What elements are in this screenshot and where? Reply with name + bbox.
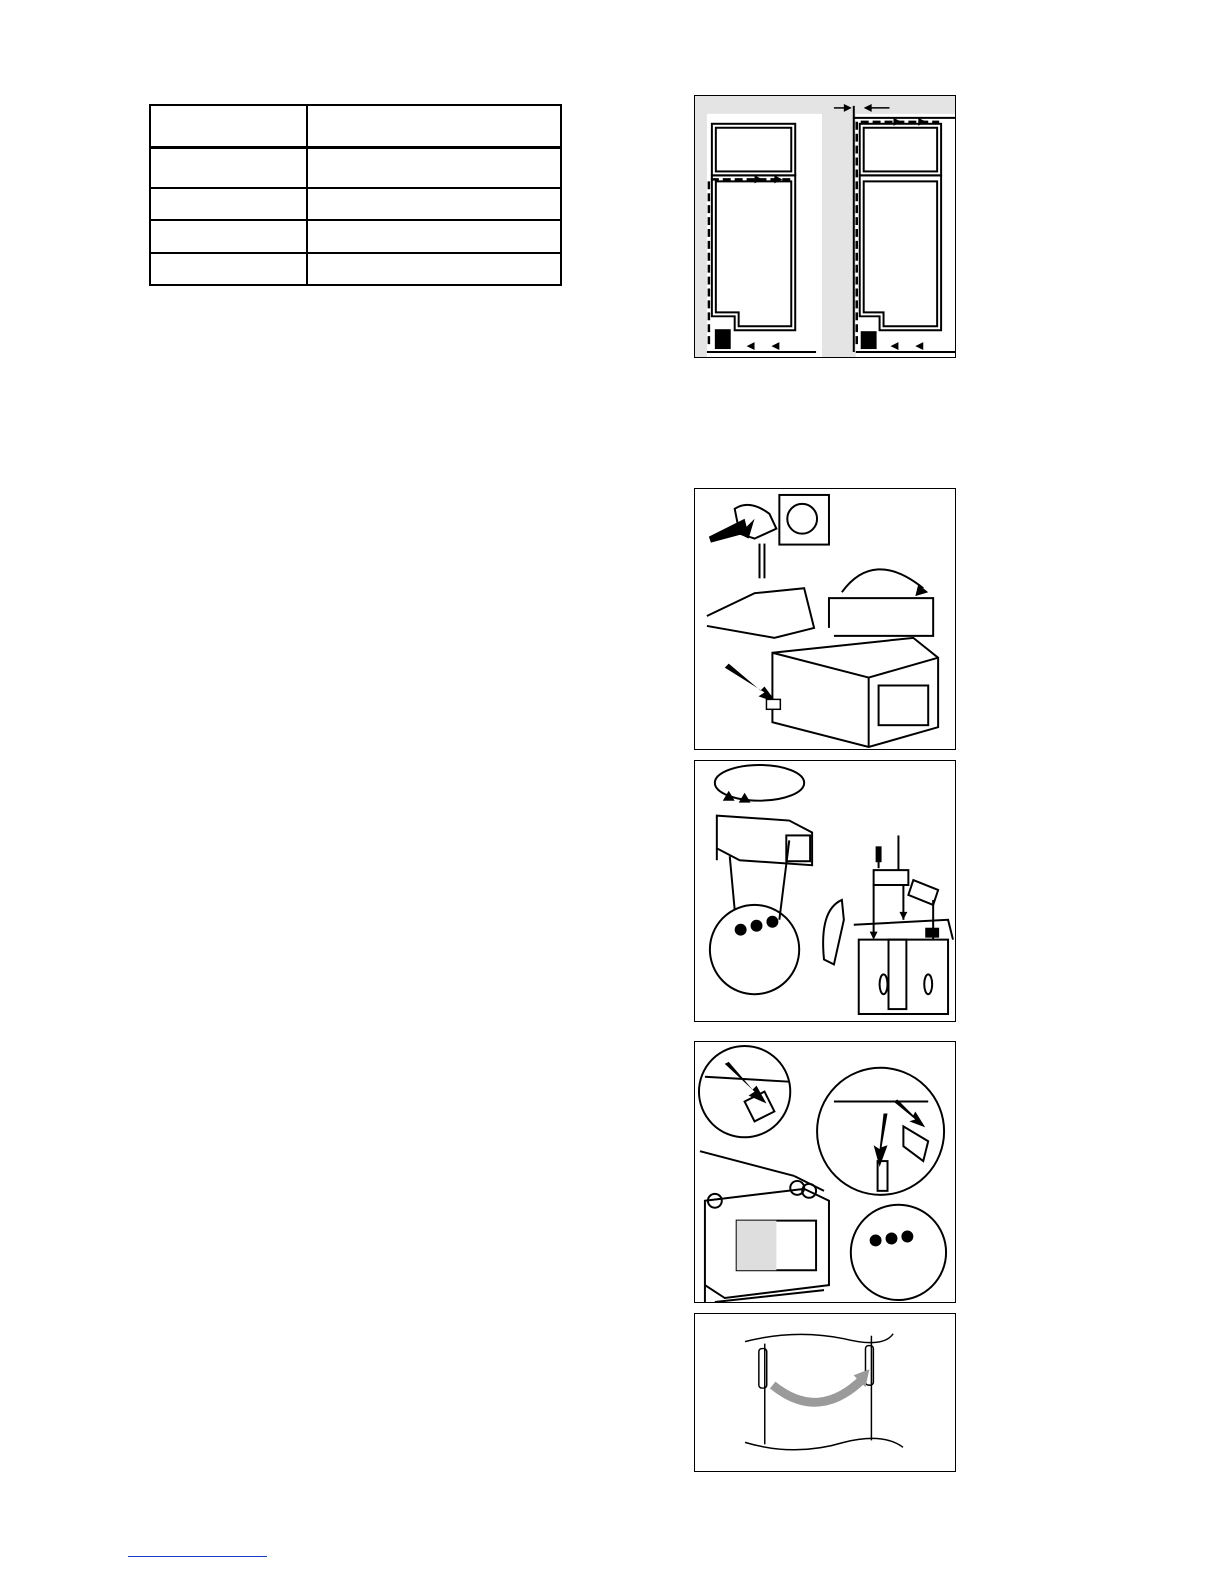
table-cell bbox=[307, 220, 561, 252]
table-cell bbox=[307, 253, 561, 285]
table-row bbox=[150, 220, 561, 252]
table-row bbox=[150, 188, 561, 220]
table-cell bbox=[150, 220, 307, 252]
table-row bbox=[150, 148, 561, 188]
footer-rule bbox=[128, 1556, 267, 1557]
table-cell bbox=[150, 188, 307, 220]
handle-relocation-icon bbox=[694, 1313, 956, 1472]
ventilation-diagram-icon bbox=[694, 95, 956, 358]
table-row bbox=[150, 253, 561, 285]
hinge-removal-icon bbox=[694, 760, 956, 1022]
table-cell bbox=[307, 105, 561, 148]
unplug-and-remove-parts-icon bbox=[694, 488, 956, 750]
table-row bbox=[150, 105, 561, 148]
table-cell bbox=[307, 148, 561, 188]
table-cell bbox=[307, 188, 561, 220]
hinge-refit-icon bbox=[694, 1041, 956, 1303]
spec-table bbox=[149, 104, 562, 286]
table-cell bbox=[150, 253, 307, 285]
table-cell bbox=[150, 148, 307, 188]
table-cell bbox=[150, 105, 307, 148]
